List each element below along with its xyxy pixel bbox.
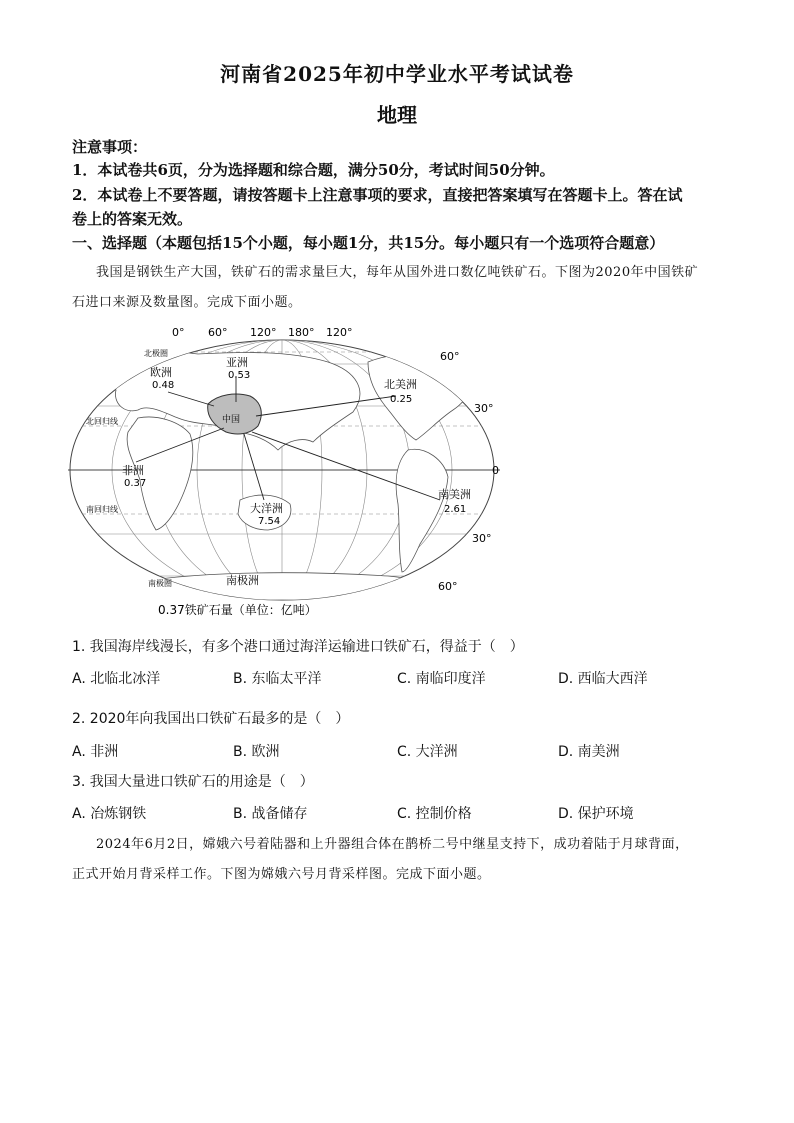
notes-item-1: 1．本试卷共6页，分为选择题和综合题，满分50分，考试时间50分钟。 [72, 161, 555, 179]
north-america-value: 0.25 [390, 394, 413, 405]
question-2-stem: 2. 2020年向我国出口铁矿石最多的是（ ） [72, 711, 350, 727]
lat-label-30s: 30° [472, 532, 492, 545]
tropic-capricorn-label: 南回归线 [86, 505, 118, 514]
q2-option-c[interactable]: C. 大洋洲 [397, 744, 458, 760]
q3-option-c[interactable]: C. 控制价格 [397, 806, 472, 822]
q3-option-b[interactable]: B. 战备储存 [233, 806, 308, 822]
china-label: 中国 [222, 415, 241, 425]
antarctica-label: 南极洲 [226, 574, 259, 587]
q1-option-a[interactable]: A. 北临北冰洋 [72, 671, 161, 687]
section-2-intro-line-1: 2024年6月2日，嫦娥六号着陆器和上升器组合体在鹊桥二号中继星支持下，成功着陆于月球背面， [96, 837, 689, 852]
notes-heading: 注意事项： [72, 138, 148, 156]
lat-label-60n: 60° [440, 350, 460, 363]
oceania-name: 大洋洲 [250, 502, 283, 515]
south-america-value: 2.61 [444, 504, 467, 515]
south-america-name: 南美洲 [438, 488, 471, 501]
iron-ore-import-map [68, 322, 500, 622]
lon-label-1: 60° [208, 326, 228, 339]
question-1-stem: 1. 我国海岸线漫长，有多个港口通过海洋运输进口铁矿石，得益于（ ） [72, 639, 524, 655]
question-3-stem: 3. 我国大量进口铁矿石的用途是（ ） [72, 774, 314, 790]
q1-option-b[interactable]: B. 东临太平洋 [233, 671, 322, 687]
q2-option-a[interactable]: A. 非洲 [72, 744, 119, 760]
lat-label-60s: 60° [438, 580, 458, 593]
map-legend: 0.37铁矿石量（单位：亿吨） [158, 603, 317, 617]
section-1-intro-line-1: 我国是钢铁生产大国，铁矿石的需求量巨大，每年从国外进口数亿吨铁矿石。下图为2020年中国铁矿 [96, 265, 699, 280]
lon-label-0: 0° [172, 326, 185, 339]
notes-item-2-line-2: 卷上的答案无效。 [72, 210, 193, 228]
asia-name: 亚洲 [226, 356, 248, 369]
antarctic-circle-label: 南极圈 [148, 579, 172, 588]
asia-value: 0.53 [228, 370, 251, 381]
lon-label-2: 120° [250, 326, 277, 339]
tropic-cancer-label: 北回归线 [86, 417, 118, 426]
q2-option-b[interactable]: B. 欧洲 [233, 744, 280, 760]
notes-item-2-line-1: 2．本试卷上不要答题，请按答题卡上注意事项的要求，直接把答案填写在答题卡上。答在试 [72, 186, 683, 204]
arctic-circle-label: 北极圈 [144, 349, 168, 358]
lon-label-4: 120° [326, 326, 353, 339]
subject-title: 地理 [377, 103, 417, 127]
section-1-heading: 一、选择题（本题包括15个小题，每小题1分，共15分。每小题只有一个选项符合题意） [72, 234, 665, 252]
q3-option-d[interactable]: D. 保护环境 [558, 806, 634, 822]
world-map-svg [68, 322, 500, 622]
exam-title: 河南省2025年初中学业水平考试试卷 [220, 62, 574, 86]
section-1-intro-line-2: 石进口来源及数量图。完成下面小题。 [72, 295, 302, 310]
europe-name: 欧洲 [150, 366, 172, 379]
oceania-value: 7.54 [258, 516, 281, 527]
q1-option-d[interactable]: D. 西临大西洋 [558, 671, 648, 687]
lat-label-30n: 30° [474, 402, 494, 415]
europe-value: 0.48 [152, 380, 175, 391]
lon-label-3: 180° [288, 326, 315, 339]
north-america-name: 北美洲 [384, 378, 417, 391]
lat-label-0: 0 [492, 464, 499, 477]
africa-name: 非洲 [122, 464, 144, 477]
africa-value: 0.37 [124, 478, 147, 489]
q3-option-a[interactable]: A. 冶炼钢铁 [72, 806, 147, 822]
section-2-intro-line-2: 正式开始月背采样工作。下图为嫦娥六号月背采样图。完成下面小题。 [72, 867, 491, 882]
q2-option-d[interactable]: D. 南美洲 [558, 744, 620, 760]
q1-option-c[interactable]: C. 南临印度洋 [397, 671, 486, 687]
